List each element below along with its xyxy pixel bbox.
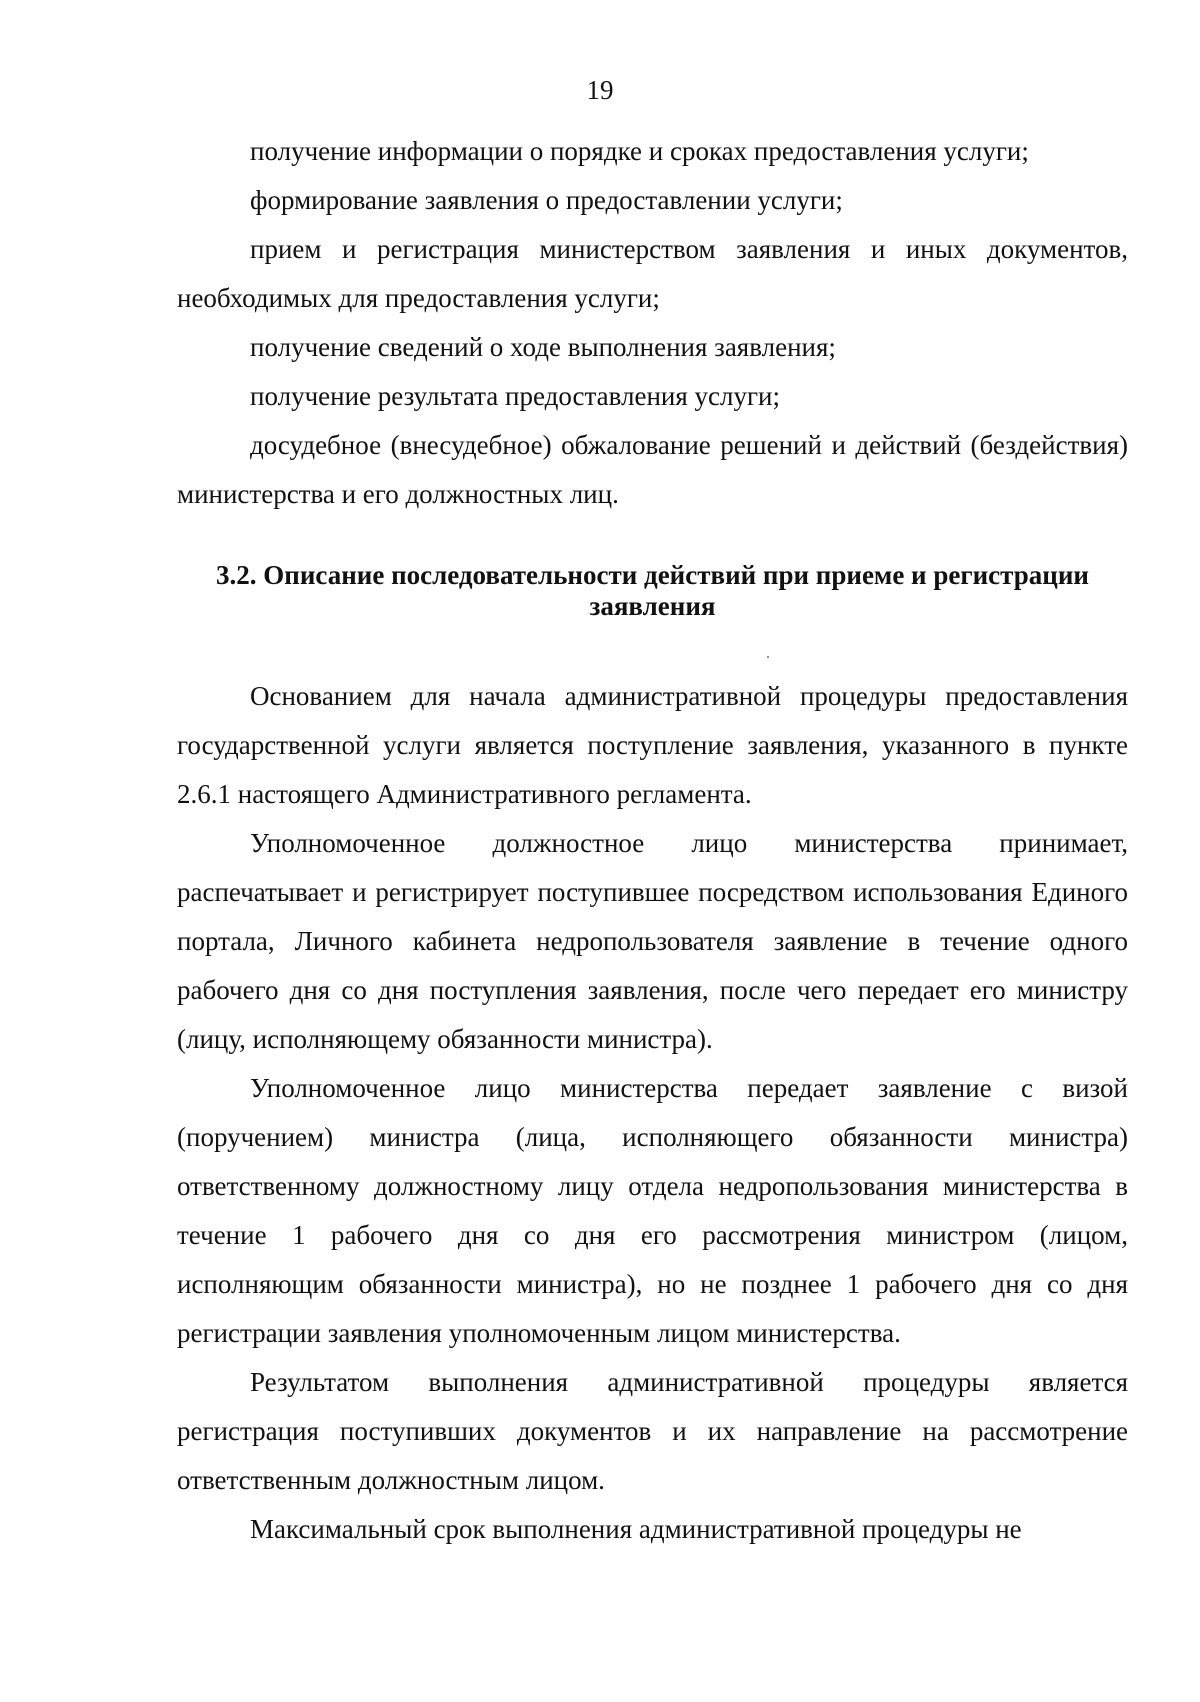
paragraph: Основанием для начала административной процедуры предоставления государственной услуги является поступление заявления, указанного в пункте 2.6.1 настоящего Административного регламента. — [177, 681, 1128, 809]
scan-speck — [767, 656, 769, 658]
paragraph: Результатом выполнения административной процедуры является регистрация поступивших документов и их направление на рассмотрение ответственным должностным лицом. — [177, 1367, 1128, 1495]
paragraph: Уполномоченное должностное лицо министерства принимает, распечатывает и регистрирует поступившее посредством использования Единого портала, Личного кабинета недропользователя заявление в течение одного рабочего дня со дня поступления заявления, после чего передает его министру (лицу, исполняющему обязанности министра). — [177, 828, 1128, 1054]
paragraph: Максимальный срок выполнения административной процедуры не — [250, 1514, 1022, 1544]
page-number: 19 — [586, 75, 614, 105]
list-item: получение информации о порядке и сроках предоставления услуги; — [250, 136, 1029, 166]
section-body — [177, 672, 1128, 1554]
paragraph: Уполномоченное лицо министерства передает заявление с визой (поручением) министра (лица, исполняющего обязанности министра) ответственному должностному лицу отдела недропользования министерства в течение 1 рабочего дня со дня его рассмотрения министром (лицом, исполняющим обязанности министра), но не позднее 1 рабочего дня со дня регистрации заявления уполномоченным лицом министерства. — [177, 1073, 1128, 1348]
services-list — [177, 127, 1128, 519]
list-item: досудебное (внесудебное) обжалование решений и действий (бездействия) министерства и его должностных лиц. — [177, 430, 1128, 509]
section-heading: 3.2. Описание последовательности действий при приеме и регистрации заявления — [216, 560, 1089, 621]
list-item: получение результата предоставления услуги; — [250, 381, 781, 411]
list-item: прием и регистрация министерством заявления и иных документов, необходимых для предоставления услуги; — [177, 234, 1128, 313]
list-item: формирование заявления о предоставлении услуги; — [250, 185, 843, 215]
list-item: получение сведений о ходе выполнения заявления; — [250, 332, 836, 362]
